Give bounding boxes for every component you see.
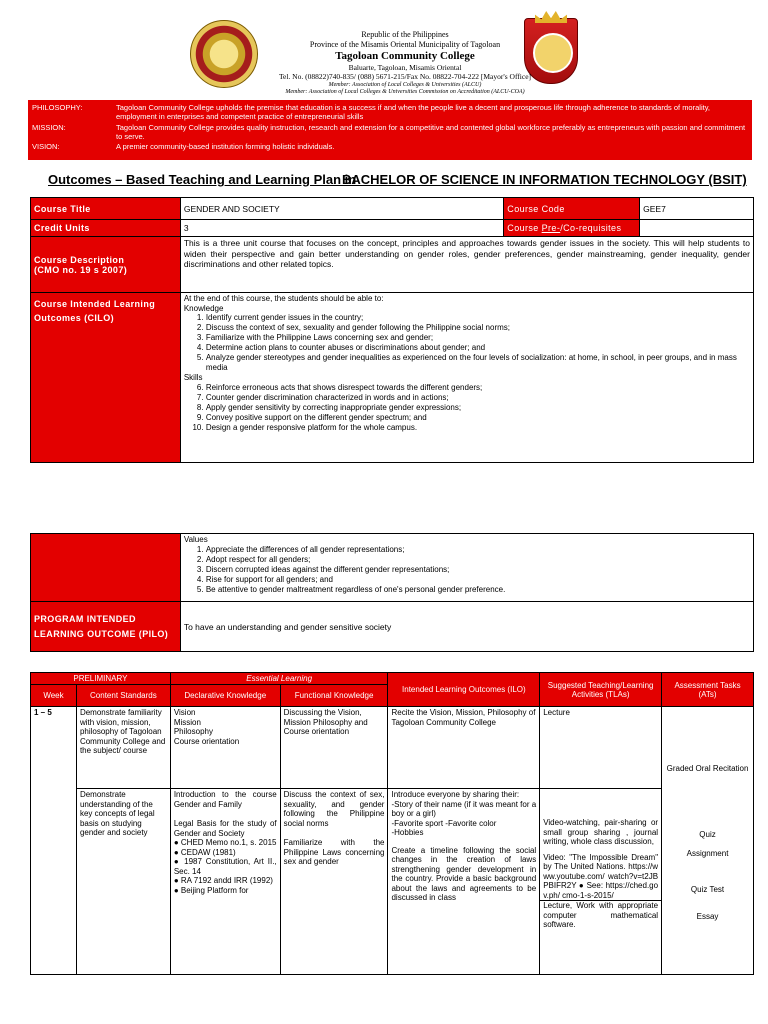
philosophy-label: PHILOSOPHY: <box>32 103 83 112</box>
header-member2: Member: Association of Local Colleges & Universities Commission on Accreditation (ALCU-COA) <box>285 89 525 95</box>
assessment-item: Essay <box>696 912 719 921</box>
week-cell: 1 – 5 <box>31 707 77 975</box>
values-heading: Values <box>183 535 208 544</box>
header-member1: Member: Association of Local Colleges & Universities (ALCU) <box>328 82 482 88</box>
preliminary-header: PRELIMINARY <box>31 673 171 685</box>
assessment-item: Quiz Test <box>690 884 725 894</box>
mission-label: MISSION: <box>32 123 66 132</box>
knowledge-item: 3. Familiarize with the Philippine Laws concerning sex and gender; <box>206 333 750 343</box>
values-item: 5. Be attentive to gender maltreatment regardless of one's personal gender preference. <box>206 585 750 595</box>
mission-text: Tagoloan Community College provides quality instruction, research and extension for a competitive and contented global workforce preferably as entrepreneurs with passion and commitment to serve. <box>116 123 746 141</box>
content-standard-cell: Demonstrate understanding of the key concepts of legal basis on studying gender and society <box>76 789 170 975</box>
values-item: 1. Appreciate the differences of all gender representations; <box>206 545 750 555</box>
vision-label: VISION: <box>32 142 60 151</box>
knowledge-heading: Knowledge <box>183 303 224 313</box>
content-standard-cell: Demonstrate familiarity with vision, mission, philosophy of Tagoloan Community College and the subject/ course <box>76 707 170 789</box>
vision-text: A premier community-based institution forming holistic individuals. <box>116 142 335 151</box>
tla-header: Suggested Teaching/Learning Activities (TLAs) <box>540 673 662 707</box>
skills-item: 9. Convey positive support on the different gender spectrum; and <box>206 413 750 423</box>
philosophy-text: Tagoloan Community College upholds the premise that education is a success if and when the people live a decent and prosperous life through adherence to standards of morality, employment in enterprises and competent practice of entrepreneurial skills <box>116 103 710 121</box>
skills-item: 6. Reinforce erroneous acts that shows disrespect towards the different genders; <box>206 383 750 393</box>
ilo-cell: Recite the Vision, Mission, Philosophy of Tagoloan Community College <box>388 707 540 789</box>
prerequisites-label: Course Pre-/Co-requisites <box>504 220 640 237</box>
knowledge-item: 1. Identify current gender issues in the country; <box>206 313 750 323</box>
header-address: Baluarte, Tagoloan, Misamis Oriental <box>348 63 462 72</box>
tla-cell: Lecture <box>540 707 662 789</box>
assessment-cell <box>662 707 754 975</box>
assessment-item: Quiz <box>699 829 716 839</box>
credit-units-value: 3 <box>180 220 503 237</box>
ilo-header: Intended Learning Outcomes (ILO) <box>388 673 540 707</box>
ilo-cell: Introduce everyone by sharing their: -Story of their name (if it was meant for a boy or a girl) -Favorite sport -Favorite color -Hobbies Create a timeline following the social changes in the creation of laws strengthening gender development in the country. Provide a basic background about the laws and agreements to be discussed in class <box>388 789 540 975</box>
course-info-table <box>30 197 754 463</box>
content-standards-header: Content Standards <box>76 685 170 707</box>
skills-item: 10. Design a gender responsive platform for the whole campus. <box>206 423 750 433</box>
week-header: Week <box>31 685 77 707</box>
course-title-label: Course Title <box>31 198 181 220</box>
course-description-label: Course Description (CMO no. 19 s 2007) <box>31 237 181 293</box>
assessment-item: Assignment <box>686 849 729 858</box>
cilo-intro: At the end of this course, the students should be able to: <box>183 294 384 303</box>
values-item: 2. Adopt respect for all genders; <box>206 555 750 565</box>
course-title-value: GENDER AND SOCIETY <box>180 198 503 220</box>
skills-item: 8. Apply gender sensitivity by correcting inappropriate gender expressions; <box>206 403 750 413</box>
functional-knowledge-cell: Discussing the Vision, Mission Philosophy and Course orientation <box>280 707 388 789</box>
course-code-value: GEE7 <box>640 198 754 220</box>
credit-units-label: Credit Units <box>31 220 181 237</box>
skills-item: 7. Counter gender discrimination characterized in words and in actions; <box>206 393 750 403</box>
course-code-label: Course Code <box>504 198 640 220</box>
knowledge-item: 5. Analyze gender stereotypes and gender inequalities as experienced on the four levels of socialization: at home, in school, in peer groups, and in mass media <box>206 353 750 373</box>
pilo-label: PROGRAM INTENDED LEARNING OUTCOME (PILO) <box>31 602 181 652</box>
functional-knowledge-header: Functional Knowledge <box>280 685 388 707</box>
knowledge-item: 4. Determine action plans to counter abuses or discriminations about gender; and <box>206 343 750 353</box>
declarative-knowledge-cell: Vision Mission Philosophy Course orientation <box>170 707 280 789</box>
skills-heading: Skills <box>183 373 203 382</box>
assessment-header: Assessment Tasks (ATs) <box>662 673 754 707</box>
declarative-knowledge-cell: Introduction to the course Gender and Family Legal Basis for the study of Gender and Society ● CHED Memo no.1, s. 2015 ● CEDAW (1981) ● 1987 Constitution, Art II., Sec. 14 ● RA 7192 andd IRR (1992) ● Beijing Platform for <box>170 789 280 975</box>
values-content <box>180 534 753 602</box>
essential-learning-header: Essential Learning <box>170 673 388 685</box>
values-pilo-table <box>30 533 754 652</box>
prerequisites-value <box>640 220 754 237</box>
functional-knowledge-cell: Discuss the context of sex, sexuality, and gender following the Philippine social norms Familiarize with the Philippine Laws concerning sex and gender <box>280 789 388 975</box>
values-item: 3. Discern corrupted ideas against the different gender representations; <box>206 565 750 575</box>
assessment-item: Graded Oral Recitation <box>666 764 749 773</box>
knowledge-item: 2. Discuss the context of sex, sexuality and gender following the Philippine social norms; <box>206 323 750 333</box>
declarative-knowledge-header: Declarative Knowledge <box>170 685 280 707</box>
teaching-plan-table <box>30 672 754 975</box>
header-republic: Republic of the Philippines <box>361 30 449 39</box>
plan-title-left: Outcomes – Based Teaching and Learning Plan in <box>48 172 357 187</box>
values-list <box>184 545 750 595</box>
skills-list <box>184 383 750 433</box>
values-label-cell <box>31 534 181 602</box>
pilo-value: To have an understanding and gender sensitive society <box>180 602 753 652</box>
plan-title-right: BACHELOR OF SCIENCE IN INFORMATION TECHNOLOGY (BSIT) <box>342 172 747 187</box>
philosophy-mission-vision-box <box>28 100 752 160</box>
tla-cell: Video-watching, pair-sharing or small group sharing , journal writing, whole class discussion, Video: "The Impossible Dream" by The United Nations. https://www.youtube.com/ watch?v=t2JBPBIFR2Y ● See: https://ched.gov.ph/ cmo-1-s-2015/ Lecture, Work with appropriate computer mathematical software. <box>540 789 662 975</box>
header-college-name: Tagoloan Community College <box>335 50 475 62</box>
header-tel: Tel. No. (08822)740-835/ (088) 5671-215/Fax No. 08822-704-222 [Mayor's Office] <box>278 72 532 81</box>
knowledge-list <box>184 313 750 373</box>
cilo-content <box>180 293 753 463</box>
cilo-label: Course Intended Learning Outcomes (CILO) <box>31 293 181 463</box>
course-description-value: This is a three unit course that focuses on the concept, principles and approaches towards gender issues in the society. This will help students to widen their perspective and gain better understanding on gender roles, gender preferences, gender mainstreaming, gender inequality, gender discriminations and other related topics. <box>180 237 753 293</box>
header-province: Province of the Misamis Oriental Municipality of Tagoloan <box>309 40 501 49</box>
values-item: 4. Rise for support for all genders; and <box>206 575 750 585</box>
